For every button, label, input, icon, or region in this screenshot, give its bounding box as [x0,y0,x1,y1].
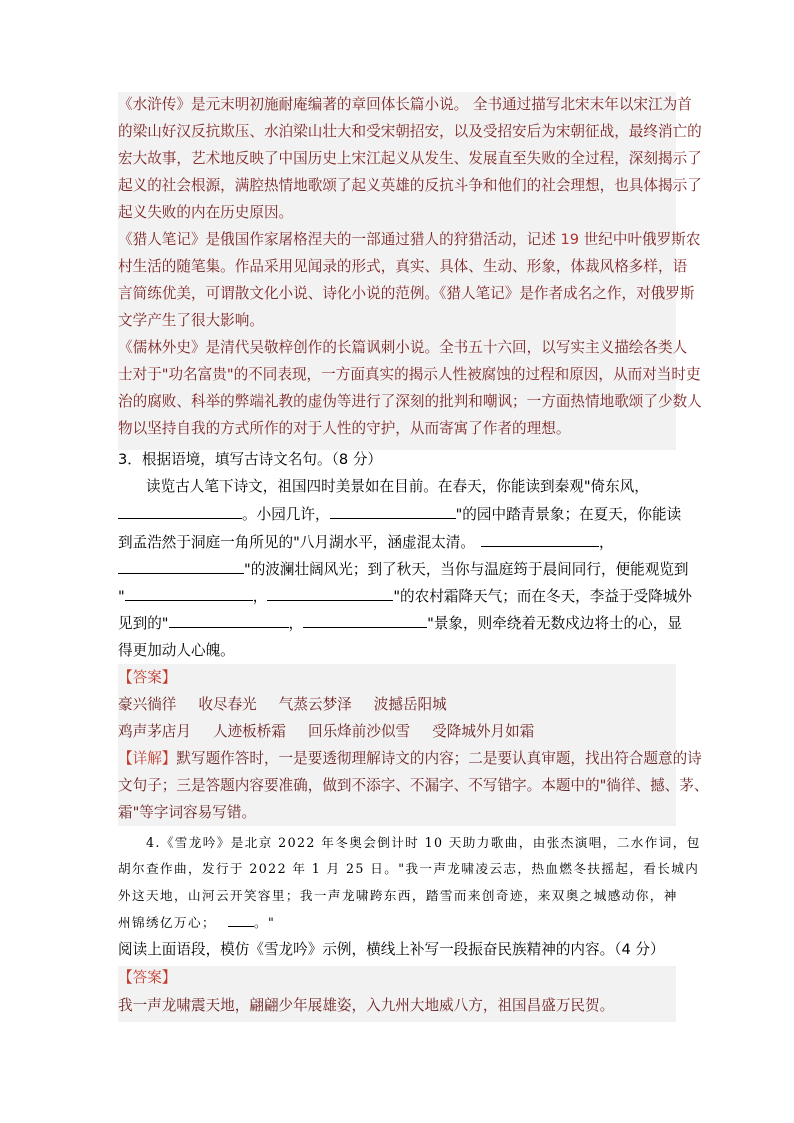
q3-line: 读览古人笔下诗文，祖国四时美景如在目前。在春天，你能读到秦观"倚东风， [146,478,649,495]
q4-line: 胡尔查作曲，发行于 2022 年 1 月 25 日。"我一声龙啸凌云志，热血燃冬扶摇起，看长城内 [118,861,700,876]
q3-answer-row [118,721,534,743]
q3-title: 3．根据语境，填写古诗文名句。（8 分） [118,451,383,468]
lieren-line: 村生活的随笔集。作品采用见闻录的形式，真实、具体、生动、形象，体裁风格多样，语 [118,258,688,275]
answer-blank[interactable] [169,613,289,628]
q4-answer-text: 我一声龙啸震天地，翩翩少年展雄姿，入九州大地威八方，祖国昌盛万民贺。 [118,997,615,1014]
q3-detail-line: 霜"等字词容易写错。 [118,804,257,821]
shuihu-line: 起义失败的内在历史原因。 [118,204,294,221]
answer-blank[interactable] [481,532,599,547]
lieren-text: 世纪中叶俄罗斯农 [579,231,701,248]
answer-blank[interactable] [118,559,244,574]
answer-item: 人迹板桥霜 [212,723,286,740]
q3-answer-row [118,694,447,716]
answer-item: 鸡声茅店月 [118,723,191,740]
q3-detail-line: 【详解】默写题作答时，一是要透彻理解诗文的内容；二是要认真审题，找出符合题意的诗 [118,750,702,767]
century-number: 19 [560,231,580,248]
q4-answer-tag: 【答案】 [118,969,177,986]
shuihu-line: 起义的社会根源，满腔热情地歌颂了起义英雄的反抗斗争和他们的社会理想，也具体揭示了 [118,177,702,194]
q3-line: " ， "的农村霜降天气；而在冬天，李益于受降城外 [118,588,692,605]
q3-answer-tag: 【答案】 [118,669,177,686]
q3-detail-line: 文句子；三是答题内容要准确，做到不添字、不漏字、不写错字。本题中的"徜徉、撼、茅、 [118,777,709,794]
answer-item: 豪兴徜徉 [118,696,177,713]
rulin-line: 士对于"功名富贵"的不同表现，一方面真实的揭示人性被腐蚀的过程和原因，从而对当时吏 [118,366,701,383]
answer-item: 受降城外月如霜 [432,723,535,740]
shuihu-line: 宏大故事，艺术地反映了中国历史上宋江起义从发生、发展直至失败的全过程，深刻揭示了 [118,150,702,167]
q4-instruction: 阅读上面语段，模仿《雪龙吟》示例，横线上补写一段振奋民族精神的内容。（4 分） [118,941,665,958]
lieren-line: 言简练优美，可谓散文化小说、诗化小说的范例。《猎人笔记》是作者成名之作，对俄罗斯 [118,285,695,302]
answer-item: 波撼岳阳城 [373,696,447,713]
answer-item: 回乐烽前沙似雪 [307,723,411,740]
shuihu-line: 的梁山好汉反抗欺压、水泊梁山壮大和受宋朝招安，以及受招安后为宋朝征战，最终消亡的 [118,123,702,140]
answer-blank[interactable] [228,914,254,927]
q3-line: "的波澜壮阔风光；到了秋天，当你与温庭筠于晨间同行，便能观览到 [118,559,689,581]
q3-line: 得更加动人心魄。 [118,642,235,659]
lieren-line [118,229,700,251]
q4-line: 4.《雪龙吟》是北京 2022 年冬奥会倒计时 10 天助力歌曲，由张杰演唱，二水作词，包 [146,835,701,850]
rulin-line: 物以坚持自我的方式所作的对于人性的守护，从而寄寓了作者的理想。 [118,420,571,437]
q3-line: 。小园几许， "的园中踏青景象；在夏天，你能读 [118,504,681,526]
rulin-line: 《儒林外史》是清代吴敬梓创作的长篇讽刺小说。全书五十六回，以写实主义描绘各类人 [118,339,688,356]
answer-blank[interactable] [330,504,456,519]
q3-line: 见到的" ， "景象，则牵绕着无数戍边将士的心，显 [118,615,682,632]
answer-blank[interactable] [267,586,393,601]
lieren-text: 《猎人笔记》是俄国作家屠格涅夫的一部通过猎人的狩猎活动，记述 [118,231,561,248]
q3-detail-tag: 【详解】 [118,750,177,767]
lieren-line: 文学产生了很大影响。 [118,312,264,329]
answer-blank[interactable] [303,613,427,628]
answer-item: 收尽春光 [198,696,257,713]
shuihu-line: 《水浒传》是元末明初施耐庵编著的章回体长篇小说。 全书通过描写北宋末年以宋江为首 [118,96,692,113]
answer-blank[interactable] [125,586,253,601]
q4-line: 外这天地，山河云开笑容里；我一声龙啸跨东西，踏雪而来创奇迹，来双奥之城感动你，神 [118,888,678,903]
q3-line: 到孟浩然于洞庭一角所见的"八月湖水平，涵虚混太清。 ， [118,534,614,551]
answer-blank[interactable] [118,504,242,519]
answer-item: 气蒸云梦泽 [278,696,352,713]
q4-line: 州锦绣亿万心； 。" [118,915,276,930]
rulin-line: 治的腐败、科举的弊端礼教的虚伪等进行了深刻的批判和嘲讽；一方面热情地歌颂了少数人 [118,393,702,410]
